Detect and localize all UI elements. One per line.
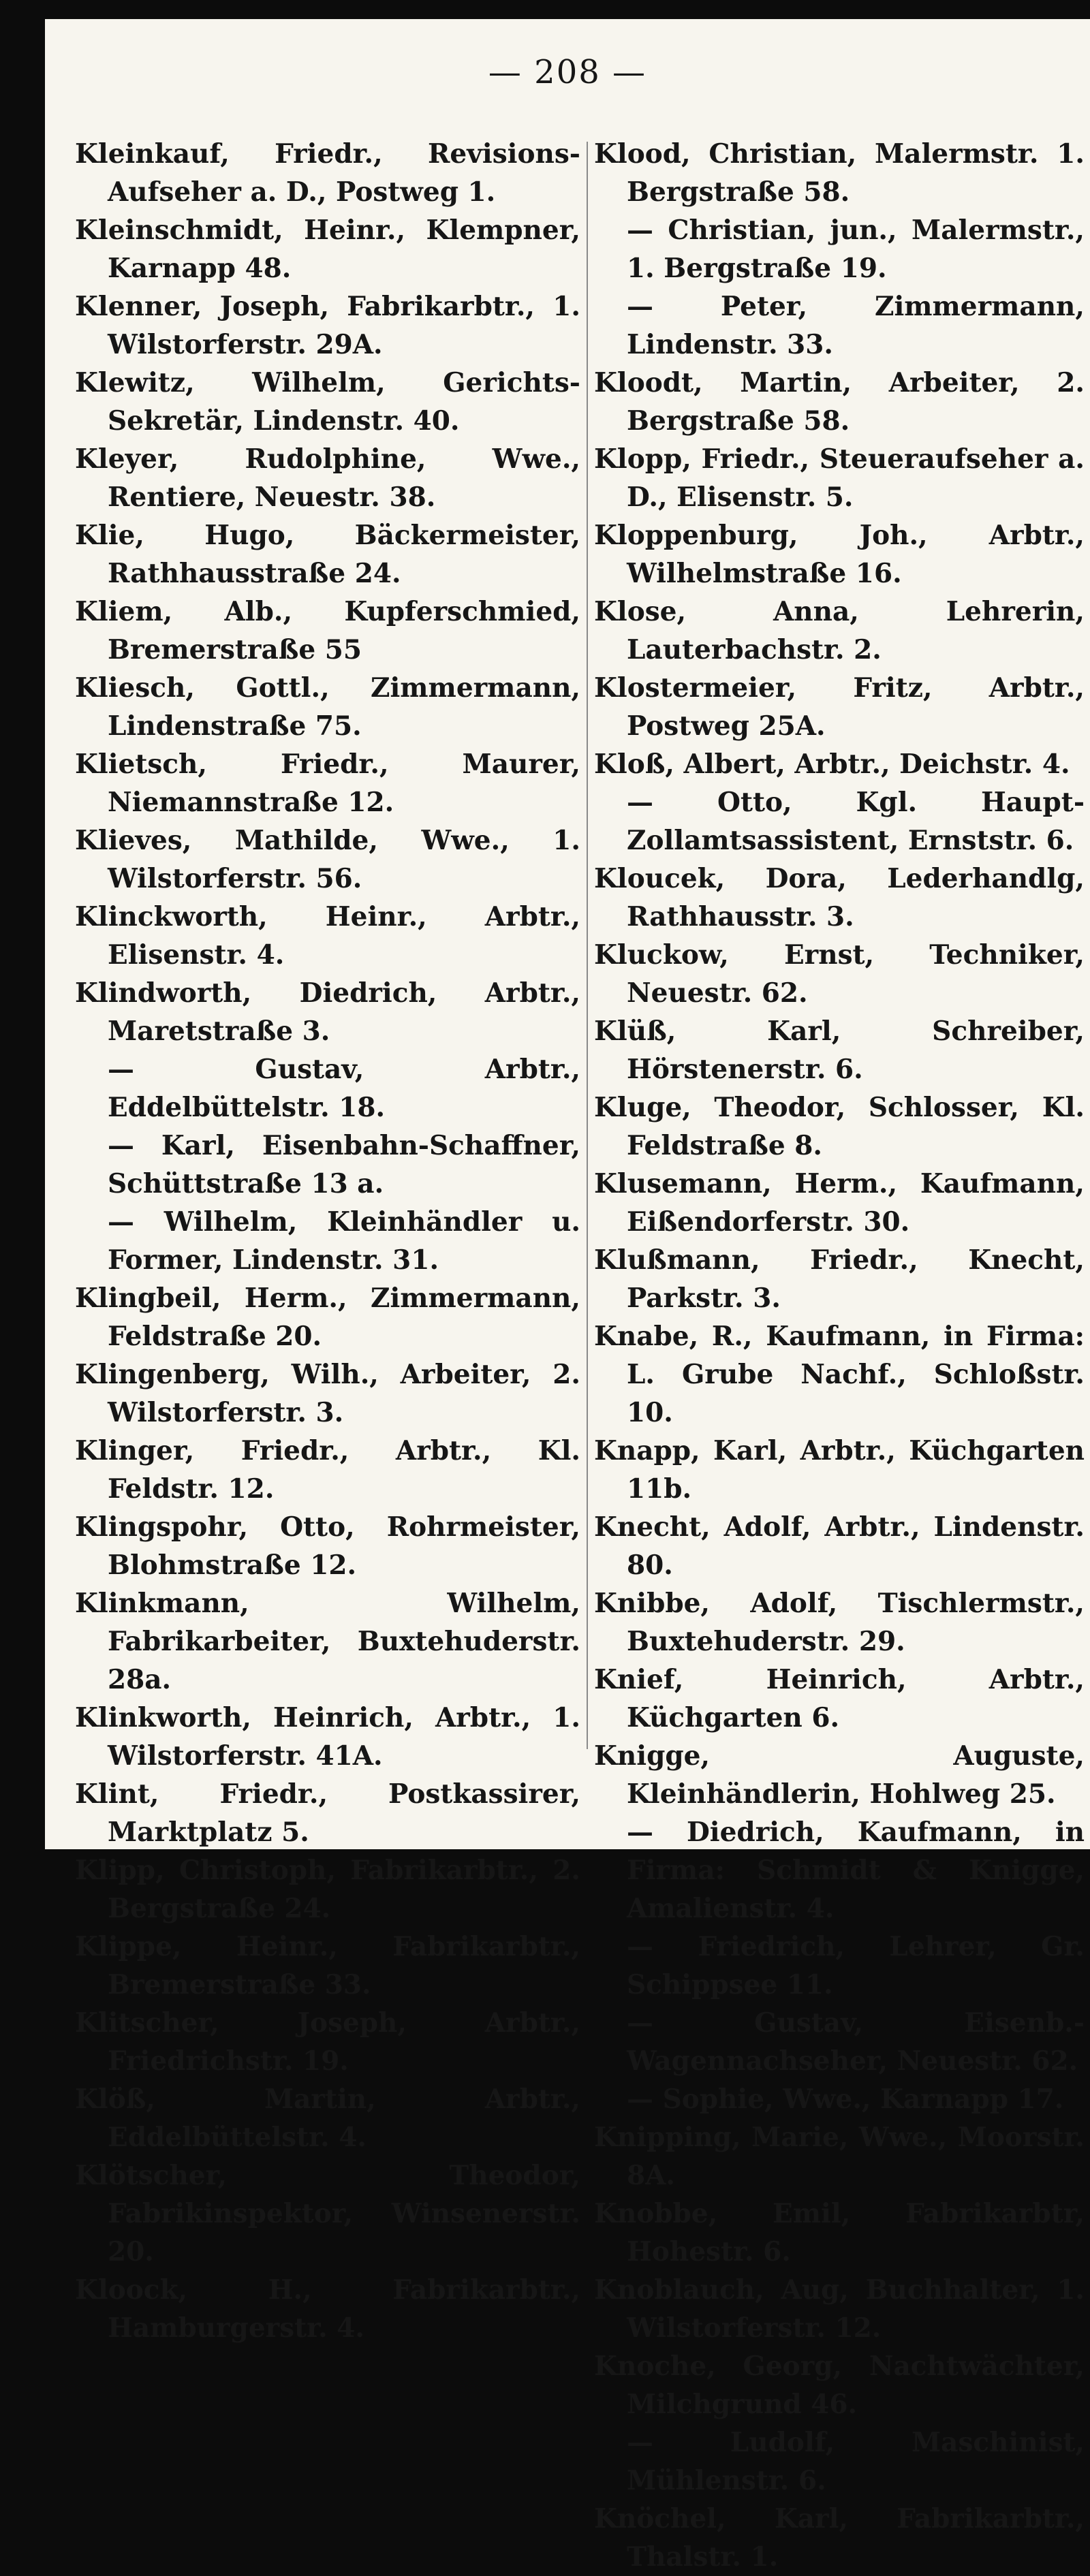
directory-entry: Kloppenburg, Joh., Arbtr., Wilhelmstraße 16. (594, 520, 1085, 589)
directory-entry: Klie, Hugo, Bäckermeister, Rathhausstraße 24. (75, 520, 580, 589)
directory-entry: Knibbe, Adolf, Tischlermstr., Buxtehuderstr. 29. (594, 1588, 1085, 1657)
directory-entry: — Sophie, Wwe., Karnapp 17. (627, 2084, 1064, 2115)
directory-entry: Klußmann, Friedr., Knecht, Parkstr. 3. (594, 1244, 1085, 1314)
directory-entry: Klinger, Friedr., Arbtr., Kl. Feldstr. 12. (75, 1435, 580, 1505)
directory-entry: Kloock, H., Fabrikarbtr., Hamburgerstr. 4. (75, 2274, 580, 2344)
right-column (594, 135, 1085, 2576)
directory-entry: Klusemann, Herm., Kaufmann, Eißendorferstr. 30. (594, 1168, 1085, 1238)
directory-entry: Kliem, Alb., Kupferschmied, Bremerstraße 55 (75, 596, 580, 665)
directory-entry: Knapp, Karl, Arbtr., Küchgarten 11b. (594, 1435, 1085, 1505)
directory-entry: Kleyer, Rudolphine, Wwe., Rentiere, Neuestr. 38. (75, 443, 580, 513)
directory-entry: Kloodt, Martin, Arbeiter, 2. Bergstraße 58. (594, 367, 1085, 437)
directory-entry: Klitscher, Joseph, Arbtr., Friedrichstr. 19. (75, 2007, 580, 2077)
directory-entry: Klipp, Christoph, Fabrikarbtr., 2. Bergstraße 24. (75, 1855, 580, 1924)
directory-entry: — Friedrich, Lehrer, Gr. Schippsee 11. (627, 1931, 1085, 2000)
directory-entry: Klewitz, Wilhelm, Gerichts-Sekretär, Lindenstr. 40. (75, 367, 580, 437)
directory-entry: Klingspohr, Otto, Rohrmeister, Blohmstraße 12. (75, 1511, 580, 1581)
directory-entry: Klose, Anna, Lehrerin, Lauterbachstr. 2. (594, 596, 1085, 665)
directory-entry: Klint, Friedr., Postkassirer, Marktplatz 5. (75, 1778, 580, 1848)
directory-entry: Knief, Heinrich, Arbtr., Küchgarten 6. (594, 1664, 1085, 1733)
directory-entry: Kluckow, Ernst, Techniker, Neuestr. 62. (594, 939, 1085, 1009)
directory-entry: Klieves, Mathilde, Wwe., 1. Wilstorferstr. 56. (75, 825, 580, 894)
directory-entry: Klietsch, Friedr., Maurer, Niemannstraße 12. (75, 749, 580, 818)
directory-entry: Klenner, Joseph, Fabrikarbtr., 1. Wilstorferstr. 29A. (75, 291, 580, 360)
directory-entry: Klinkmann, Wilhelm, Fabrikarbeiter, Buxtehuderstr. 28a. (75, 1588, 580, 1695)
directory-entry: — Christian, jun., Malermstr., 1. Bergstraße 19. (627, 215, 1085, 284)
directory-entry: Klinckworth, Heinr., Arbtr., Elisenstr. 4. (75, 901, 580, 971)
directory-entry: Knabe, R., Kaufmann, in Firma: L. Grube Nachf., Schloßstr. 10. (594, 1321, 1085, 1428)
directory-entry: Kloucek, Dora, Lederhandlg, Rathhausstr. 3. (594, 863, 1085, 932)
directory-entry: — Peter, Zimmermann, Lindenstr. 33. (627, 291, 1085, 360)
directory-entry: — Diedrich, Kaufmann, in Firma: Schmidt & Knigge, Amalienstr. 4. (627, 1817, 1085, 1924)
directory-page (45, 19, 1090, 2573)
directory-entry: Kleinschmidt, Heinr., Klempner, Karnapp 48. (75, 215, 580, 284)
directory-entry: Klippe, Heinr., Fabrikarbtr., Bremerstraße 33. (75, 1931, 580, 2000)
directory-entry: Klood, Christian, Malermstr. 1. Bergstraße 58. (594, 138, 1085, 208)
page-number: — 208 — (488, 53, 647, 91)
left-column (75, 135, 580, 2347)
directory-entry: — Wilhelm, Kleinhändler u. Former, Lindenstr. 31. (108, 1206, 580, 1276)
directory-entry: Knoblauch, Aug, Buchhalter, 1. Wilstorferstr. 12. (594, 2274, 1085, 2344)
directory-entry: — Gustav, Eisenb.-Wagennachseher, Neuestr. 62. (627, 2007, 1085, 2077)
directory-entry: Klindworth, Diedrich, Arbtr., Maretstraße 3. (75, 977, 580, 1047)
directory-entry: Kleinkauf, Friedr., Revisions-Aufseher a. D., Postweg 1. (75, 138, 580, 208)
directory-entry: Kluge, Theodor, Schlosser, Kl. Feldstraße 8. (594, 1092, 1085, 1161)
directory-entry: Klüß, Karl, Schreiber, Hörstenerstr. 6. (594, 1016, 1085, 1085)
directory-entry: Knecht, Adolf, Arbtr., Lindenstr. 80. (594, 1511, 1085, 1581)
directory-entry: Klopp, Friedr., Steueraufseher a. D., Elisenstr. 5. (594, 443, 1085, 513)
directory-entry: — Otto, Kgl. Haupt-Zollamtsassistent, Ernststr. 6. (627, 787, 1085, 856)
directory-entry: Klostermeier, Fritz, Arbtr., Postweg 25A. (594, 672, 1085, 742)
directory-entry: Kliesch, Gottl., Zimmermann, Lindenstraße 75. (75, 672, 580, 742)
directory-entry: Klingbeil, Herm., Zimmermann, Feldstraße 20. (75, 1283, 580, 1352)
directory-entry: — Ludolf, Maschinist, Mühlenstr. 6. (627, 2427, 1085, 2496)
directory-entry: Knöchel, Karl, Fabrikarbtr., Thalstr. 1. (594, 2503, 1085, 2573)
directory-entry: Klingenberg, Wilh., Arbeiter, 2. Wilstorferstr. 3. (75, 1359, 580, 1428)
directory-entry: — Gustav, Arbtr., Eddelbüttelstr. 18. (108, 1054, 580, 1123)
directory-entry: Klöß, Martin, Arbtr., Eddelbüttelstr. 4. (75, 2084, 580, 2153)
column-divider (587, 142, 588, 1749)
directory-entry: Knipping, Marie, Wwe., Moorstr. 8A. (594, 2122, 1085, 2191)
directory-entry: Klötscher, Theodor, Fabrikinspektor, Winsenerstr. 20. (75, 2160, 580, 2267)
directory-entry: — Karl, Eisenbahn-Schaffner, Schüttstraße 13 a. (108, 1130, 580, 1199)
directory-entry: Knoche, Georg, Nachtwächter, Milchgrund 46. (594, 2351, 1085, 2420)
directory-entry: Klinkworth, Heinrich, Arbtr., 1. Wilstorferstr. 41A. (75, 1702, 580, 1772)
directory-entry: Knigge, Auguste, Kleinhändlerin, Hohlweg 25. (594, 1740, 1085, 1810)
directory-entry: Knobbe, Emil, Fabrikarbtr, Hohestr. 6. (594, 2198, 1085, 2267)
directory-entry: Kloß, Albert, Arbtr., Deichstr. 4. (594, 749, 1070, 780)
